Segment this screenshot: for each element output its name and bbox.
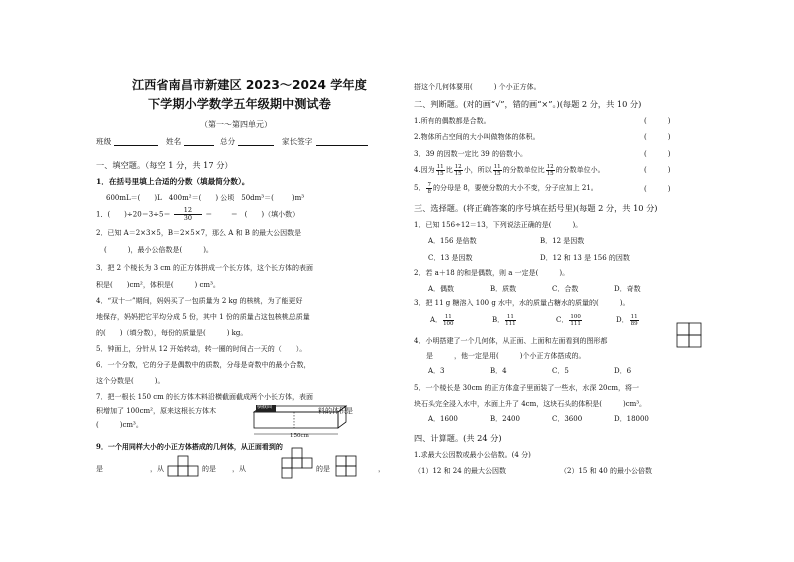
name-label: 姓名 bbox=[166, 137, 182, 146]
choice-4-cube-figure bbox=[676, 322, 702, 348]
section3-title: 三、选择题。(将正确答案的序号填在括号里)(每题 2 分，共 10 分) bbox=[414, 203, 658, 213]
student-info-row bbox=[96, 137, 386, 149]
parent-sign-field[interactable] bbox=[316, 137, 368, 146]
calc-1b: （2）15 和 40 的最小公倍数 bbox=[560, 467, 652, 475]
q5-text: 5．钟面上，分针从 12 开始转动，转一圈的时间占一天的（ ）。 bbox=[96, 345, 307, 353]
judge-2-answer[interactable]: ( ) bbox=[644, 133, 671, 141]
choice-3-option-c[interactable]: C． $\frac{100}{111}$ bbox=[556, 313, 581, 327]
q1-row2-a: 1．( )÷20＝3÷5＝ bbox=[96, 210, 171, 219]
choice-2: 2．若 a＋18 的和是偶数，则 a 一定是( )。 bbox=[414, 269, 570, 277]
choice-2-option-a[interactable]: A．偶数 bbox=[428, 285, 455, 293]
q9-line1: 9．一个用同样大小的小正方体搭成的几何体，从正面看到的 bbox=[96, 442, 283, 451]
q9-line2-f: ， bbox=[378, 465, 385, 473]
choice-5-line1: 5．一个棱长是 30cm 的正方体盒子里面装了一些水，水深 20cm，将一 bbox=[414, 384, 640, 392]
choice-1-option-d[interactable]: D．12 和 13 是 156 的因数 bbox=[540, 254, 630, 262]
choice-1-option-c[interactable]: C．13 是因数 bbox=[428, 254, 473, 262]
class-label: 班级 bbox=[96, 137, 112, 146]
q7-line2-a: 积增加了 100cm²，原来这根长方体木 bbox=[96, 407, 216, 415]
q4-line3: 的( )（填分数），每份的质量是( ) kg。 bbox=[96, 329, 248, 337]
choice-4-option-a[interactable]: A．3 bbox=[428, 367, 445, 375]
class-field[interactable] bbox=[114, 137, 158, 146]
q4-line1: 4．“双十一”期间，妈妈买了一包质量为 2 kg 的核桃，为了能更好 bbox=[96, 297, 303, 305]
judge-1-answer[interactable]: ( ) bbox=[644, 117, 671, 125]
choice-5-option-c[interactable]: C．3600 bbox=[552, 415, 583, 423]
q9-front-view-figure bbox=[168, 455, 204, 477]
judge-5-answer[interactable]: ( ) bbox=[644, 185, 671, 193]
q9-line2-e: 的是 bbox=[316, 465, 330, 473]
judge-2: 2.物体所占空间的大小叫做物体的体积。 bbox=[414, 133, 540, 141]
q1-row2-b: ＝ bbox=[205, 210, 213, 219]
q1-row1 bbox=[106, 193, 304, 203]
exam-title-line2: 下学期小学数学五年级期中测试卷 bbox=[148, 97, 331, 111]
q1-row2 bbox=[96, 207, 299, 222]
section2-title: 二、判断题。(对的画“√”，错的画“×”。)(每题 2 分，共 10 分) bbox=[414, 99, 642, 109]
q3-line2: 积是( )cm²，体积是( ) cm³。 bbox=[96, 281, 220, 289]
q4-line2: 地保存，妈妈把它平均分成 5 份，其中 1 份的质量占这包核桃总质量 bbox=[96, 313, 310, 321]
choice-4-option-b[interactable]: B．4 bbox=[490, 367, 507, 375]
q9-continuation: 搭这个几何体要用( ) 个小正方体。 bbox=[414, 83, 541, 91]
q2-line2: ( )，最小公倍数是( )。 bbox=[104, 246, 213, 254]
q6-line2: 这个分数是( )。 bbox=[96, 377, 165, 385]
q7-line2-b: 料的体积是 bbox=[318, 407, 353, 415]
choice-1-option-a[interactable]: A．156 是倍数 bbox=[428, 237, 477, 245]
q9-line2-d: ，从 bbox=[232, 465, 246, 473]
choice-3-option-d[interactable]: D． $\frac{11}{89}$ bbox=[616, 313, 638, 327]
choice-2-option-b[interactable]: B．质数 bbox=[490, 285, 517, 293]
q9-side-view-figure bbox=[336, 455, 366, 477]
q9-line2-c: 的是 bbox=[202, 465, 216, 473]
parent-sign-label: 家长签字 bbox=[282, 137, 313, 146]
calc-1: 1.求最大公因数或最小公倍数。(4 分) bbox=[414, 451, 531, 459]
q1-row1-c: ) 公顷 50dm³＝( bbox=[215, 194, 274, 202]
choice-3-option-b[interactable]: B． $\frac{11}{111}$ bbox=[492, 313, 516, 327]
judge-1: 1.所有的偶数都是合数。 bbox=[414, 117, 491, 125]
choice-5-option-a[interactable]: A．1600 bbox=[428, 415, 458, 423]
choice-3-option-a[interactable]: A． $\frac{11}{100}$ bbox=[430, 313, 454, 327]
judge-4-answer[interactable]: ( ) bbox=[644, 166, 671, 174]
choice-4-line2: 是 ，他一定是用( )个小正方体搭成的。 bbox=[426, 352, 586, 360]
q1-row2-fraction: $\frac{12}{30}$ bbox=[174, 207, 202, 222]
choice-1-option-b[interactable]: B．12 是因数 bbox=[540, 237, 585, 245]
score-label: 总分 bbox=[220, 137, 236, 146]
exam-title-line1: 江西省南昌市新建区 2023～2024 学年度 bbox=[132, 78, 367, 92]
q7-line1: 7．把一根长 150 cm 的长方体木料沿横截面截成两个小长方体，表面 bbox=[96, 393, 314, 401]
q9-top-view-figure bbox=[282, 446, 318, 486]
choice-4-line1: 4．小明搭建了一个几何体，从正面、上面和左面看到的图形都 bbox=[414, 337, 608, 345]
q3-line1: 3．把 2 个棱长为 3 cm 的正方体拼成一个长方体，这个长方体的表面 bbox=[96, 264, 314, 272]
choice-4-option-d[interactable]: D．6 bbox=[614, 367, 632, 375]
calc-1a: （1）12 和 24 的最大公因数 bbox=[414, 467, 506, 475]
choice-5-option-d[interactable]: D．18000 bbox=[614, 415, 649, 423]
name-field[interactable] bbox=[184, 137, 214, 146]
q1-row2-c: ＝ ( )（填小数） bbox=[230, 210, 300, 219]
judge-3-answer[interactable]: ( ) bbox=[644, 150, 671, 158]
section4-title: 四、计算题。(共 24 分) bbox=[414, 433, 502, 443]
judge-5: 5． $\frac{7}{8}$ 的分母是 8，要使分数的大小不变，分子应加上 21。 bbox=[414, 181, 598, 195]
judge-4: 4.因为 $\frac{11}{15}$ 比 $\frac{12}{15}$ 小，所以 $\frac{11}{15}$ 的分数单位比 $\frac{12}{15}$ 的分数单位小。 bbox=[414, 163, 605, 177]
choice-5-line2: 块石头完全浸入水中，水面上升了 4cm，这块石头的体积是( )cm³。 bbox=[414, 400, 647, 408]
q7-line3: ( )cm³。 bbox=[96, 421, 143, 429]
choice-1: 1．已知 156÷12＝13，下列说法正确的是( )。 bbox=[414, 221, 583, 229]
cross-section-label: 横截面 bbox=[257, 404, 273, 410]
beam-length-label: 150cm bbox=[290, 433, 309, 439]
section1-title: 一、填空题。（每空 1 分，共 17 分） bbox=[96, 160, 233, 170]
q9-line2-a: 是 bbox=[96, 465, 103, 473]
q2-line1: 2．已知 A＝2×3×5，B＝2×5×7，那么 A 和 B 的最大公因数是 bbox=[96, 229, 302, 237]
q1-row1-a: 600mL＝( bbox=[106, 194, 141, 202]
judge-3: 3．39 的因数一定比 39 的倍数小。 bbox=[414, 150, 527, 158]
exam-subtitle: （第一～第四单元） bbox=[200, 120, 272, 129]
choice-4-option-c[interactable]: C．5 bbox=[552, 367, 569, 375]
q1-row1-d: )m³ bbox=[291, 194, 305, 202]
score-field[interactable] bbox=[238, 137, 274, 146]
q1-row1-b: )L 400m²＝( bbox=[154, 194, 202, 202]
choice-3: 3．把 11 g 糖溶入 100 g 水中，水的质量占糖水的质量的( )。 bbox=[414, 299, 630, 307]
q1-text: 1．在括号里填上合适的分数（填最简分数）。 bbox=[96, 177, 250, 186]
choice-5-option-b[interactable]: B．2400 bbox=[490, 415, 520, 423]
choice-2-option-d[interactable]: D．奇数 bbox=[614, 285, 641, 293]
q9-line2-b: ，从 bbox=[150, 465, 164, 473]
q6-line1: 6．一个分数，它的分子是偶数中的质数，分母是奇数中的最小合数， bbox=[96, 361, 311, 369]
choice-2-option-c[interactable]: C．合数 bbox=[552, 285, 579, 293]
